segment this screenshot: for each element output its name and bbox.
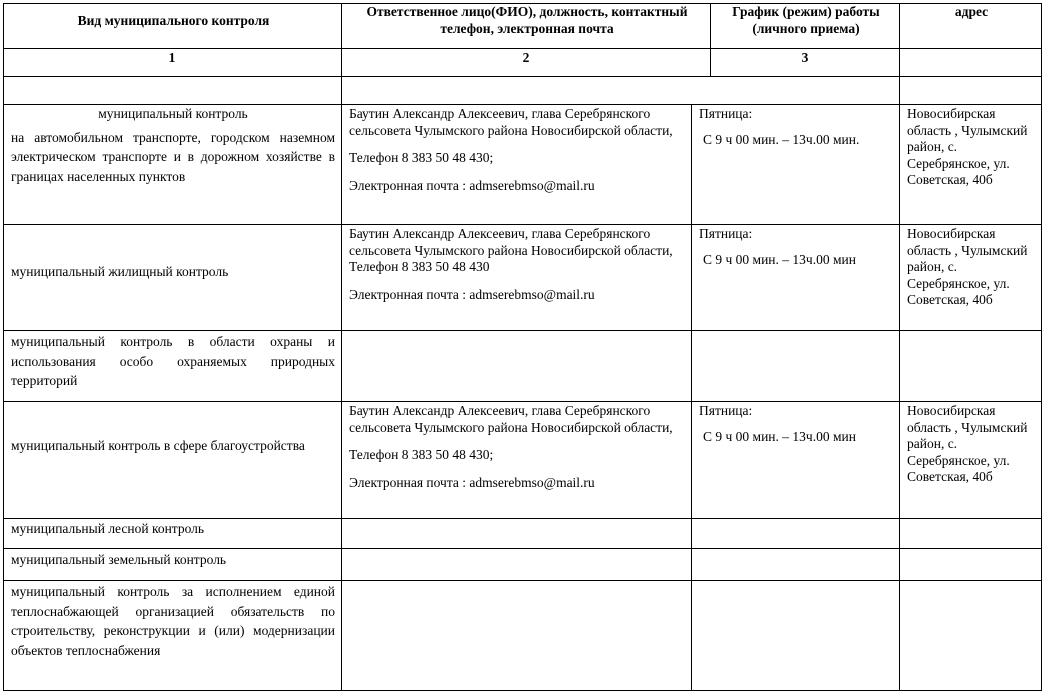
table-border-bottom	[3, 690, 1042, 691]
col-divider	[899, 3, 900, 691]
table-row-6-type: муниципальный земельный контроль	[11, 552, 227, 567]
table-row-4-schedule	[699, 403, 889, 445]
header-schedule: График (режим) работы (личного приема)	[732, 4, 880, 36]
col-divider	[341, 3, 342, 691]
table-row-1-schedule	[699, 106, 889, 148]
row-4-hours: С 9 ч 00 мин. – 13ч.00 мин	[703, 428, 856, 444]
row-2-day: Пятница:	[699, 226, 753, 241]
row-4-phone: Телефон 8 383 50 48 430;	[349, 447, 494, 463]
row-divider	[3, 518, 1042, 519]
row-4-email: Электронная почта : admserebmso@mail.ru	[349, 474, 595, 490]
table-row-1-type	[11, 106, 335, 186]
table-row-1-person	[349, 106, 687, 194]
control-table	[3, 3, 1042, 691]
table-border-left	[3, 3, 4, 691]
row-1-phone: Телефон 8 383 50 48 430;	[349, 150, 494, 166]
table-row-2-schedule	[699, 226, 889, 268]
row-1-person-name: Баутин Александр Алексеевич, глава Серебрянского сельсовета Чулымского района Новосибирской области,	[349, 106, 673, 138]
table-row-5-type: муниципальный лесной контроль	[11, 521, 205, 536]
row-divider	[3, 330, 1042, 331]
header-responsible-person: Ответственное лицо(ФИО), должность, контактный телефон, электронная почта	[366, 4, 688, 36]
table-border-right	[1041, 3, 1042, 691]
table-row-4-address: Новосибирская область , Чулымский район, с. Серебрянское, ул. Советская, 40б	[907, 403, 1028, 485]
row-1-type-heading: муниципальный контроль	[98, 106, 248, 121]
header-type-of-control: Вид муниципального контроля	[77, 13, 270, 28]
table-row-2-person	[349, 226, 687, 303]
row-4-day: Пятница:	[699, 403, 753, 418]
header-address: адрес	[954, 4, 989, 19]
table-row-4-type: муниципальный контроль в сфере благоустройства	[11, 438, 305, 453]
row-divider	[3, 76, 1042, 77]
table-row-2-type: муниципальный жилищный контроль	[11, 264, 229, 279]
row-divider	[3, 548, 1042, 549]
row-2-phone: Телефон 8 383 50 48 430	[349, 259, 490, 275]
col-divider	[691, 104, 692, 691]
row-1-day: Пятница:	[699, 106, 753, 121]
table-row-1-address: Новосибирская область , Чулымский район, с. Серебрянское, ул. Советская, 40б	[907, 106, 1028, 188]
row-1-type-body: на автомобильном транспорте, городском наземном электрическом транспорте и в дорожном хозяйстве в границах населенных пунктов	[11, 129, 335, 184]
column-number-2: 2	[522, 50, 530, 65]
row-2-email: Электронная почта : admserebmso@mail.ru	[349, 286, 595, 302]
table-row-7-type: муниципальный контроль за исполнением единой теплоснабжающей организацией обязательств по строительству, реконструкции и (или) модернизации объектов теплоснабжения	[11, 584, 335, 658]
row-2-hours: С 9 ч 00 мин. – 13ч.00 мин	[703, 251, 856, 267]
table-row-4-person	[349, 403, 687, 491]
row-divider	[3, 401, 1042, 402]
table-row-2-address: Новосибирская область , Чулымский район, с. Серебрянское, ул. Советская, 40б	[907, 226, 1028, 308]
row-divider	[3, 580, 1042, 581]
row-divider	[3, 224, 1042, 225]
row-4-person-name: Баутин Александр Алексеевич, глава Серебрянского сельсовета Чулымского района Новосибирской области,	[349, 403, 673, 435]
row-1-email: Электронная почта : admserebmso@mail.ru	[349, 177, 595, 193]
column-number-3: 3	[801, 50, 809, 65]
row-1-hours: С 9 ч 00 мин. – 13ч.00 мин.	[703, 131, 860, 147]
column-number-1: 1	[168, 50, 176, 65]
row-2-person-name: Баутин Александр Алексеевич, глава Серебрянского сельсовета Чулымского района Новосибирской области,	[349, 226, 673, 258]
row-divider	[3, 104, 1042, 105]
row-divider	[3, 48, 1042, 49]
table-row-3-type: муниципальный контроль в области охраны и использования особо охраняемых природных территорий	[11, 334, 335, 389]
